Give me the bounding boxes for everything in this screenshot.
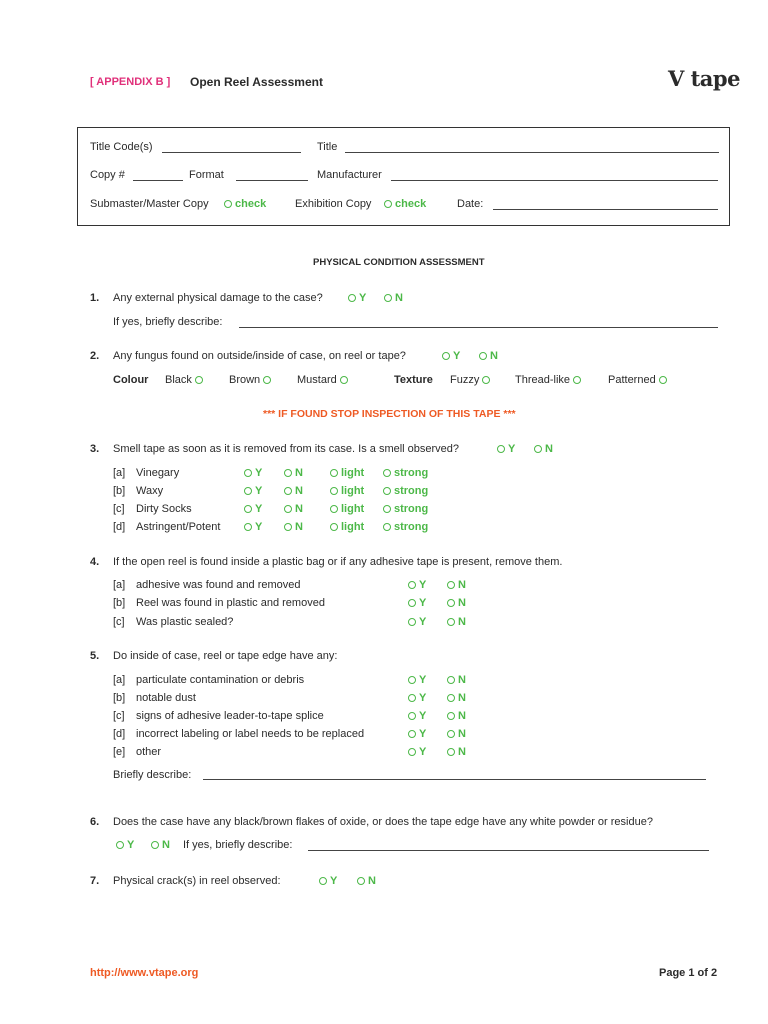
q3c-label: Dirty Socks [136,503,192,515]
radio-circle-icon [408,581,416,589]
radio-circle-icon [482,376,490,384]
radio-circle-icon [447,618,455,626]
q4c-no[interactable]: N [447,616,466,628]
q5a-yes[interactable]: Y [408,674,426,686]
q3a-label: Vinegary [136,467,180,479]
q5-describe-field[interactable] [203,779,706,780]
q4-text: If the open reel is found inside a plastic bag or if any adhesive tape is present, remove them. [113,556,563,568]
radio-circle-icon [573,376,581,384]
q7-number: 7. [90,875,100,887]
radio-circle-icon [319,877,327,885]
submaster-check-option[interactable]: check [224,198,266,210]
texture-fuzzy[interactable]: Fuzzy [450,374,493,386]
q6-number: 6. [90,816,100,828]
radio-circle-icon [497,445,505,453]
radio-circle-icon [384,294,392,302]
radio-circle-icon [408,618,416,626]
q4c-label: Was plastic sealed? [136,616,234,628]
q3c-light[interactable]: light [330,503,364,515]
radio-circle-icon [330,505,338,513]
q4c-yes[interactable]: Y [408,616,426,628]
q2-no[interactable]: N [479,350,498,362]
q1-no[interactable]: N [384,292,403,304]
radio-circle-icon [447,694,455,702]
q1-yes[interactable]: Y [348,292,366,304]
q5e-tag: [e] [113,746,126,758]
radio-circle-icon [442,352,450,360]
radio-circle-icon [384,200,392,208]
exhibition-check-option[interactable]: check [384,198,426,210]
q3b-light[interactable]: light [330,485,364,497]
q5a-no[interactable]: N [447,674,466,686]
submaster-label: Submaster/Master Copy [90,198,209,210]
q3b-tag: [b] [113,485,126,497]
title-code-label: Title Code(s) [90,141,153,153]
q4c-tag: [c] [113,616,125,628]
q5e-yes[interactable]: Y [408,746,426,758]
radio-circle-icon [284,469,292,477]
q5a-label: particulate contamination or debris [136,674,305,686]
q4b-tag: [b] [113,597,126,609]
title-info-box [77,127,730,226]
radio-circle-icon [330,487,338,495]
q7-text: Physical crack(s) in reel observed: [113,875,281,887]
radio-circle-icon [195,376,203,384]
colour-mustard[interactable]: Mustard [297,374,351,386]
radio-circle-icon [330,469,338,477]
q4a-label: adhesive was found and removed [136,579,301,591]
q2-yes[interactable]: Y [442,350,460,362]
q5-text: Do inside of case, reel or tape edge have any: [113,650,338,662]
title-code-field[interactable] [162,152,301,153]
manufacturer-label: Manufacturer [317,169,382,181]
radio-circle-icon [447,599,455,607]
q1-number: 1. [90,292,100,304]
radio-circle-icon [383,487,391,495]
q5d-yes[interactable]: Y [408,728,426,740]
radio-circle-icon [408,676,416,684]
q4-number: 4. [90,556,100,568]
q6-no[interactable]: N [151,839,170,851]
q4b-yes[interactable]: Y [408,597,426,609]
radio-circle-icon [408,730,416,738]
q1-describe-label: If yes, briefly describe: [113,316,223,328]
q3b-yes[interactable]: Y [244,485,262,497]
q6-yes[interactable]: Y [116,839,134,851]
radio-circle-icon [447,676,455,684]
texture-thread-like[interactable]: Thread-like [515,374,584,386]
q5b-no[interactable]: N [447,692,466,704]
radio-circle-icon [340,376,348,384]
q5e-label: other [136,746,162,758]
manufacturer-field[interactable] [391,180,718,181]
radio-circle-icon [659,376,667,384]
footer-url-link[interactable]: http://www.vtape.org [90,967,199,979]
page-title: Open Reel Assessment [190,75,323,89]
q3-no[interactable]: N [534,443,553,455]
copy-label: Copy # [90,169,125,181]
q4b-no[interactable]: N [447,597,466,609]
exhibition-label: Exhibition Copy [295,198,372,210]
q1-describe-field[interactable] [239,327,718,328]
title-label: Title [317,141,338,153]
radio-circle-icon [534,445,542,453]
q3a-light[interactable]: light [330,467,364,479]
q3-number: 3. [90,443,100,455]
radio-circle-icon [383,469,391,477]
q5e-no[interactable]: N [447,746,466,758]
radio-circle-icon [408,748,416,756]
radio-circle-icon [383,505,391,513]
radio-circle-icon [151,841,159,849]
q3a-yes[interactable]: Y [244,467,262,479]
q3d-label: Astringent/Potent [136,521,221,533]
radio-circle-icon [263,376,271,384]
texture-patterned[interactable]: Patterned [608,374,670,386]
radio-circle-icon [408,694,416,702]
section-title: PHYSICAL CONDITION ASSESSMENT [313,257,485,268]
radio-circle-icon [447,581,455,589]
q6-describe-label: If yes, briefly describe: [183,839,293,851]
q3d-tag: [d] [113,521,126,533]
q5c-label: signs of adhesive leader-to-tape splice [136,710,324,722]
q5c-yes[interactable]: Y [408,710,426,722]
radio-circle-icon [284,487,292,495]
q4a-tag: [a] [113,579,126,591]
radio-circle-icon [330,523,338,531]
q7-yes[interactable]: Y [319,875,337,887]
q3b-strong[interactable]: strong [383,485,428,497]
radio-circle-icon [244,487,252,495]
q2-text: Any fungus found on outside/inside of case, on reel or tape? [113,350,406,362]
q5d-no[interactable]: N [447,728,466,740]
q4a-yes[interactable]: Y [408,579,426,591]
title-field[interactable] [345,152,719,153]
q4b-label: Reel was found in plastic and removed [136,597,325,609]
q3c-tag: [c] [113,503,125,515]
q4a-no[interactable]: N [447,579,466,591]
q3a-no[interactable]: N [284,467,303,479]
radio-circle-icon [383,523,391,531]
q6-text: Does the case have any black/brown flakes of oxide, or does the tape edge have any white powder or residue? [113,816,653,828]
q5-describe-label: Briefly describe: [113,769,192,781]
texture-label: Texture [394,374,433,386]
q3c-yes[interactable]: Y [244,503,262,515]
q2-number: 2. [90,350,100,362]
vtape-logo: V tape [668,66,740,91]
radio-circle-icon [447,730,455,738]
q5b-tag: [b] [113,692,126,704]
date-field[interactable] [493,209,718,210]
radio-circle-icon [447,748,455,756]
radio-circle-icon [479,352,487,360]
q5b-yes[interactable]: Y [408,692,426,704]
q5d-label: incorrect labeling or label needs to be replaced [136,728,365,740]
q3d-light[interactable]: light [330,521,364,533]
page-number: Page 1 of 2 [659,967,718,979]
q7-no[interactable]: N [357,875,376,887]
q5-number: 5. [90,650,100,662]
copy-field[interactable] [133,180,183,181]
radio-circle-icon [116,841,124,849]
radio-circle-icon [348,294,356,302]
appendix-label: [ APPENDIX B ] [90,76,171,88]
q1-text: Any external physical damage to the case? [113,292,323,304]
q3c-no[interactable]: N [284,503,303,515]
colour-label: Colour [113,374,149,386]
radio-circle-icon [244,469,252,477]
colour-black[interactable]: Black [165,374,206,386]
q3c-strong[interactable]: strong [383,503,428,515]
colour-brown[interactable]: Brown [229,374,274,386]
radio-circle-icon [408,599,416,607]
date-label: Date: [457,198,484,210]
stop-inspection-warning: *** IF FOUND STOP INSPECTION OF THIS TAPE *** [263,408,516,420]
q3b-no[interactable]: N [284,485,303,497]
q3-text: Smell tape as soon as it is removed from its case. Is a smell observed? [113,443,460,455]
radio-circle-icon [284,505,292,513]
radio-circle-icon [244,523,252,531]
radio-circle-icon [408,712,416,720]
q5b-label: notable dust [136,692,196,704]
q3b-label: Waxy [136,485,164,497]
q5d-tag: [d] [113,728,126,740]
radio-circle-icon [447,712,455,720]
radio-circle-icon [244,505,252,513]
radio-circle-icon [224,200,232,208]
q5a-tag: [a] [113,674,126,686]
radio-circle-icon [357,877,365,885]
q3-yes[interactable]: Y [497,443,515,455]
format-label: Format [189,169,224,181]
q6-describe-field[interactable] [308,850,709,851]
q3d-yes[interactable]: Y [244,521,262,533]
q5c-tag: [c] [113,710,125,722]
radio-circle-icon [284,523,292,531]
format-field[interactable] [236,180,308,181]
q3d-no[interactable]: N [284,521,303,533]
q5c-no[interactable]: N [447,710,466,722]
q3a-tag: [a] [113,467,126,479]
q3d-strong[interactable]: strong [383,521,428,533]
q3a-strong[interactable]: strong [383,467,428,479]
